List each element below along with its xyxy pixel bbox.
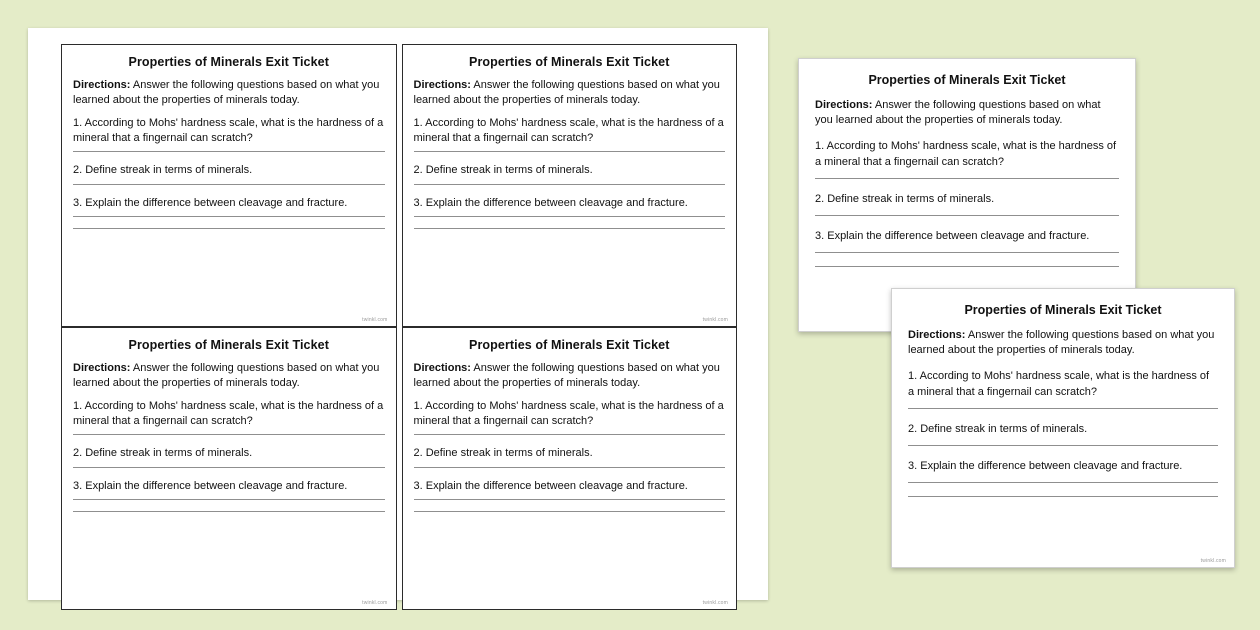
ticket-directions <box>815 98 1119 128</box>
answer-line[interactable] <box>815 215 1119 216</box>
brand-label: twinkl.com <box>702 600 728 606</box>
question-3: 3. Explain the difference between cleavage and fracture. <box>73 196 348 209</box>
answer-line[interactable] <box>815 252 1119 253</box>
directions-text: Answer the following questions based on what you learned about the properties of minerals today. <box>73 79 380 106</box>
question-3: 3. Explain the difference between cleavage and fracture. <box>815 229 1090 242</box>
ticket-directions <box>414 78 726 107</box>
directions-label: Directions: <box>73 362 131 374</box>
answer-line[interactable] <box>73 228 385 229</box>
brand-label: twinkl.com <box>362 317 388 323</box>
question-3: 3. Explain the difference between cleavage and fracture. <box>73 479 348 492</box>
question-1: 1. According to Mohs' hardness scale, what is the hardness of a mineral that a fingernail can scratch? <box>413 117 724 144</box>
question-3: 3. Explain the difference between cleavage and fracture. <box>413 479 688 492</box>
question-2: 2. Define streak in terms of minerals. <box>908 422 1088 435</box>
ticket-title: Properties of Minerals Exit Ticket <box>128 55 329 69</box>
ticket-directions <box>73 361 385 390</box>
answer-line[interactable] <box>908 408 1218 409</box>
exit-ticket-card[interactable] <box>61 44 397 327</box>
ticket-grid <box>61 44 737 610</box>
question-2: 2. Define streak in terms of minerals. <box>413 447 593 460</box>
answer-line[interactable] <box>908 445 1218 446</box>
question-2: 2. Define streak in terms of minerals. <box>413 164 593 177</box>
brand-label: twinkl.com <box>1200 558 1226 564</box>
answer-line[interactable] <box>73 216 385 217</box>
exit-ticket-card[interactable] <box>61 327 397 610</box>
question-1: 1. According to Mohs' hardness scale, what is the hardness of a mineral that a fingernail can scratch? <box>815 140 1117 168</box>
directions-text: Answer the following questions based on what you learned about the properties of minerals today. <box>908 329 1215 357</box>
answer-line[interactable] <box>414 184 726 185</box>
exit-ticket-card[interactable] <box>402 327 738 610</box>
exit-ticket-preview-bottom[interactable] <box>891 288 1235 568</box>
ticket-directions <box>908 328 1218 358</box>
question-3: 3. Explain the difference between cleavage and fracture. <box>413 196 688 209</box>
answer-line[interactable] <box>414 151 726 152</box>
ticket-directions <box>73 78 385 107</box>
directions-label: Directions: <box>815 99 873 111</box>
answer-line[interactable] <box>73 499 385 500</box>
answer-line[interactable] <box>414 228 726 229</box>
brand-label: twinkl.com <box>702 317 728 323</box>
exit-ticket-card[interactable] <box>402 44 738 327</box>
answer-line[interactable] <box>73 511 385 512</box>
question-1: 1. According to Mohs' hardness scale, what is the hardness of a mineral that a fingernail can scratch? <box>908 370 1210 398</box>
directions-label: Directions: <box>73 79 131 91</box>
ticket-title: Properties of Minerals Exit Ticket <box>469 338 670 352</box>
answer-line[interactable] <box>815 266 1119 267</box>
ticket-title: Properties of Minerals Exit Ticket <box>128 338 329 352</box>
answer-line[interactable] <box>908 482 1218 483</box>
directions-label: Directions: <box>908 329 966 341</box>
directions-text: Answer the following questions based on what you learned about the properties of minerals today. <box>413 362 720 389</box>
answer-line[interactable] <box>414 511 726 512</box>
answer-line[interactable] <box>414 499 726 500</box>
directions-text: Answer the following questions based on what you learned about the properties of minerals today. <box>73 362 380 389</box>
question-1: 1. According to Mohs' hardness scale, what is the hardness of a mineral that a fingernail can scratch? <box>73 117 384 144</box>
ticket-title: Properties of Minerals Exit Ticket <box>868 73 1066 87</box>
directions-label: Directions: <box>413 362 471 374</box>
answer-line[interactable] <box>73 467 385 468</box>
question-1: 1. According to Mohs' hardness scale, what is the hardness of a mineral that a fingernail can scratch? <box>413 400 724 427</box>
question-2: 2. Define streak in terms of minerals. <box>73 447 253 460</box>
answer-line[interactable] <box>414 434 726 435</box>
ticket-title: Properties of Minerals Exit Ticket <box>964 303 1162 317</box>
answer-line[interactable] <box>73 434 385 435</box>
brand-label: twinkl.com <box>362 600 388 606</box>
question-2: 2. Define streak in terms of minerals. <box>815 192 995 205</box>
answer-line[interactable] <box>908 496 1218 497</box>
answer-line[interactable] <box>414 467 726 468</box>
directions-text: Answer the following questions based on what you learned about the properties of minerals today. <box>815 99 1101 127</box>
worksheet-sheet <box>28 28 768 606</box>
answer-line[interactable] <box>815 178 1119 179</box>
question-2: 2. Define streak in terms of minerals. <box>73 164 253 177</box>
ticket-directions <box>414 361 726 390</box>
answer-line[interactable] <box>73 151 385 152</box>
ticket-title: Properties of Minerals Exit Ticket <box>469 55 670 69</box>
answer-line[interactable] <box>414 216 726 217</box>
answer-line[interactable] <box>73 184 385 185</box>
directions-label: Directions: <box>413 79 471 91</box>
directions-text: Answer the following questions based on what you learned about the properties of minerals today. <box>413 79 720 106</box>
question-1: 1. According to Mohs' hardness scale, what is the hardness of a mineral that a fingernail can scratch? <box>73 400 384 427</box>
question-3: 3. Explain the difference between cleavage and fracture. <box>908 459 1183 472</box>
